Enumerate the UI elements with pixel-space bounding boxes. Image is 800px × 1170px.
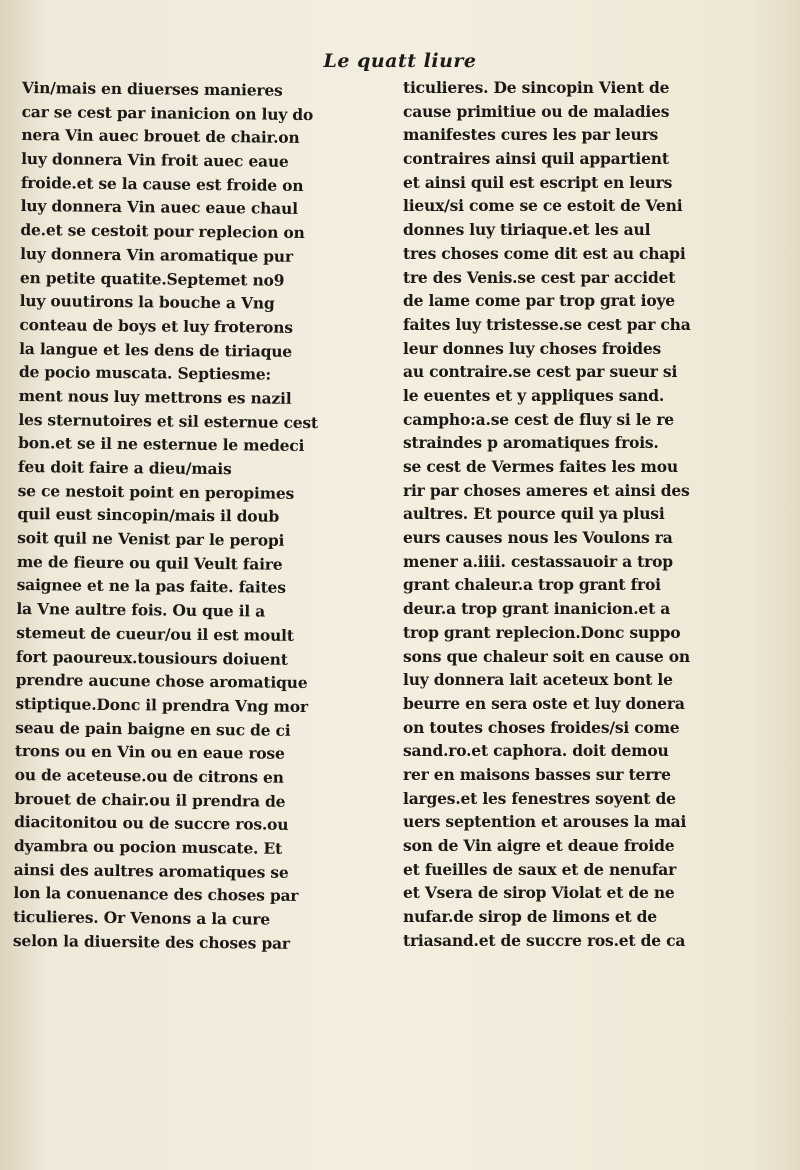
text-line: froide.et se la cause est froide on bbox=[20, 172, 304, 195]
text-line: luy donnera Vin aromatique pur bbox=[20, 243, 293, 266]
text-line: nufar.de sirop de limons et de bbox=[403, 907, 657, 927]
text-line: diacitonitou ou de succre ros.ou bbox=[14, 812, 289, 835]
text-line: cause primitiue ou de maladies bbox=[403, 101, 670, 121]
text-line: se ce nestoit point en peropimes bbox=[17, 480, 295, 503]
text-line: luy ouutirons la bouche a Vng bbox=[19, 291, 275, 313]
text-line: donnes luy tiriaque.et les aul bbox=[403, 220, 651, 240]
text-line: faites luy tristesse.se cest par cha bbox=[403, 314, 691, 334]
text-line: luy donnera Vin auec eaue chaul bbox=[20, 196, 298, 219]
text-line: et Vsera de sirop Violat et de ne bbox=[403, 883, 675, 903]
text-line: prendre aucune chose aromatique bbox=[15, 670, 308, 693]
text-line: tre des Venis.se cest par accidet bbox=[403, 267, 676, 287]
text-line: tres choses come dit est au chapi bbox=[403, 243, 686, 263]
text-line: Vin/mais en diuerses manieres bbox=[21, 77, 283, 100]
text-line: mener a.iiii. cestassauoir a trop bbox=[403, 551, 673, 571]
text-line: luy donnera lait aceteux bont le bbox=[403, 670, 673, 690]
text-line: straindes p aromatiques frois. bbox=[403, 433, 659, 453]
text-line: lon la conuenance des choses par bbox=[13, 883, 299, 906]
text-line: ment nous luy mettrons es nazil bbox=[18, 385, 292, 408]
text-line: le euentes et y appliques sand. bbox=[403, 385, 665, 405]
text-line: manifestes cures les par leurs bbox=[403, 125, 659, 145]
left-text-column bbox=[13, 76, 354, 956]
text-line: sand.ro.et caphora. doit demou bbox=[403, 741, 669, 761]
text-line: grant chaleur.a trop grant froi bbox=[403, 575, 661, 595]
text-line: ou de aceteuse.ou de citrons en bbox=[14, 764, 284, 787]
text-line: sons que chaleur soit en cause on bbox=[403, 646, 690, 666]
text-line: conteau de boys et luy froterons bbox=[19, 314, 293, 337]
text-line: ticulieres. De sincopin Vient de bbox=[403, 78, 670, 97]
text-line: campho:a.se cest de fluy si le re bbox=[403, 409, 674, 429]
text-line: son de Vin aigre et deaue froide bbox=[403, 836, 675, 855]
text-line: et fueilles de saux et de nenufar bbox=[403, 859, 677, 879]
text-line: nera Vin auec brouet de chair.on bbox=[21, 125, 300, 148]
text-line: deur.a trop grant inanicion.et a bbox=[403, 599, 671, 619]
text-line: leur donnes luy choses froides bbox=[403, 338, 662, 358]
text-line: ticulieres. Or Venons a la cure bbox=[13, 907, 271, 929]
text-line: me de fieure ou quil Veult faire bbox=[16, 551, 283, 574]
text-line: trons ou en Vin ou en eaue rose bbox=[14, 741, 285, 764]
text-line: eurs causes nous les Voulons ra bbox=[403, 528, 673, 548]
text-line: larges.et les fenestres soyent de bbox=[403, 788, 676, 808]
text-line: au contraire.se cest par sueur si bbox=[403, 362, 678, 382]
text-line: de.et se cestoit pour replecion on bbox=[20, 220, 305, 243]
text-line: de pocio muscata. Septiesme: bbox=[18, 362, 272, 384]
text-line: on toutes choses froides/si come bbox=[403, 717, 680, 737]
text-line: et ainsi quil est escript en leurs bbox=[403, 172, 673, 192]
text-line: stiptique.Donc il prendra Vng mor bbox=[15, 693, 309, 716]
text-line: contraires ainsi quil appartient bbox=[403, 149, 669, 169]
text-line: lieux/si come se ce estoit de Veni bbox=[403, 196, 683, 216]
text-line: soit quil ne Venist par le peropi bbox=[17, 528, 285, 550]
text-line: trop grant replecion.Donc suppo bbox=[403, 622, 681, 642]
text-line: les sternutoires et sil esternue cest bbox=[18, 409, 319, 432]
running-head: Le quatt liure bbox=[323, 50, 477, 72]
text-line: de lame come par trop grat ioye bbox=[403, 291, 675, 311]
text-line: triasand.et de succre ros.et de ca bbox=[403, 930, 686, 950]
text-line: car se cest par inanicion on luy do bbox=[21, 101, 314, 124]
text-line: seau de pain baigne en suc de ci bbox=[15, 717, 291, 740]
text-line: stemeut de cueur/ou il est moult bbox=[16, 622, 294, 645]
text-line: rer en maisons basses sur terre bbox=[403, 764, 671, 784]
text-line: quil eust sincopin/mais il doub bbox=[17, 504, 280, 527]
text-line: la Vne aultre fois. Ou que il a bbox=[16, 599, 266, 621]
text-line: beurre en sera oste et luy donera bbox=[403, 693, 685, 713]
text-line: la langue et les dens de tiriaque bbox=[19, 338, 293, 361]
text-line: selon la diuersite des choses par bbox=[12, 930, 290, 953]
right-text-column bbox=[403, 76, 781, 952]
text-line: aultres. Et pource quil ya plusi bbox=[403, 504, 665, 524]
text-line: luy donnera Vin froit auec eaue bbox=[21, 149, 289, 171]
text-line: se cest de Vermes faites les mou bbox=[403, 457, 678, 476]
text-line: saignee et ne la pas faite. faites bbox=[16, 575, 286, 598]
text-line: fort paoureux.tousiours doiuent bbox=[15, 646, 288, 669]
text-line: rir par choses ameres et ainsi des bbox=[403, 480, 690, 500]
text-line: bon.et se il ne esternue le medeci bbox=[18, 433, 305, 456]
text-line: dyambra ou pocion muscate. Et bbox=[13, 835, 283, 858]
text-line: ainsi des aultres aromatiques se bbox=[13, 859, 289, 882]
text-line: en petite quatite.Septemet no9 bbox=[19, 267, 285, 290]
text-line: feu doit faire a dieu/mais bbox=[17, 456, 232, 479]
text-line: brouet de chair.ou il prendra de bbox=[14, 788, 286, 811]
text-line: uers septention et arouses la mai bbox=[403, 812, 687, 832]
